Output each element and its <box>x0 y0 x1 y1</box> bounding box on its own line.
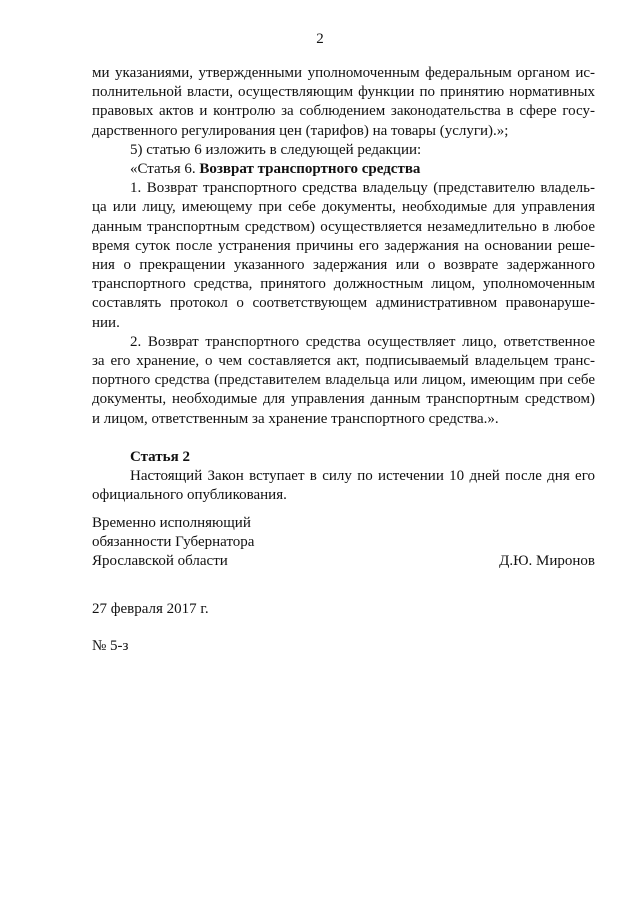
text-line: 2. Возврат транспортного средства осуществляет лицо, ответственное <box>130 333 595 350</box>
text-line: официального опубликования. <box>92 487 287 504</box>
text-line: составлять протокол о соответствующем административном правонаруше- <box>92 295 595 312</box>
text-line: 5) статью 6 изложить в следующей редакции: <box>130 141 422 158</box>
text-line: правовых актов и контролю за соблюдением законодательства в сфере госу- <box>92 103 595 120</box>
text-line: дарственного регулирования цен (тарифов) на товары (услуги).»; <box>92 122 509 139</box>
text-line: время суток после устранения причины его задержания на основании реше- <box>92 237 595 254</box>
article-6-prefix: «Статья 6. <box>130 161 200 178</box>
article-2-heading <box>92 448 595 467</box>
text-line: документы, необходимые для управления данным транспортным средством) <box>92 391 595 408</box>
signature-block <box>92 514 595 572</box>
signatory-name: Д.Ю. Миронов <box>499 553 595 570</box>
signatory-row <box>92 552 595 571</box>
text-line: ца или лицу, имеющему при себе документы, необходимые для управления <box>92 199 595 216</box>
page-number: 2 <box>316 31 324 47</box>
spacer <box>92 429 595 448</box>
document-body <box>92 64 595 505</box>
signatory-title-line-3: Ярославской области <box>92 553 228 570</box>
paragraph-article-2 <box>92 467 595 505</box>
text-line: 1. Возврат транспортного средства владельцу (представителю владель- <box>130 180 595 197</box>
signatory-title-line-1: Временно исполняющий <box>92 515 251 531</box>
text-line: портного средства (представителем владельца или лицом, имеющим при себе <box>92 372 595 389</box>
text-line: ми указаниями, утвержденными уполномоченным федеральным органом ис- <box>92 65 595 81</box>
signing-date: 27 февраля 2017 г. <box>92 601 209 617</box>
text-line: и лицом, ответственным за хранение транспортного средства.». <box>92 410 499 427</box>
article-2-title: Статья 2 <box>130 448 190 465</box>
paragraph-article-6-part-1 <box>92 179 595 333</box>
article-6-title: Возврат транспортного средства <box>199 161 421 178</box>
text-line: Настоящий Закон вступает в силу по истечении 10 дней после дня его <box>130 468 595 485</box>
text-line: за его хранение, о чем составляется акт, подписываемый владельцем транс- <box>92 353 595 370</box>
signatory-title-line-2: обязанности Губернатора <box>92 534 255 551</box>
text-line: нии. <box>92 314 120 331</box>
paragraph-item-5 <box>92 141 595 160</box>
text-line: ния о прекращении указанного задержания или о возврате задержанного <box>92 257 595 274</box>
article-6-heading <box>92 160 595 179</box>
paragraph-continuation <box>92 64 595 141</box>
text-line: данным транспортным средством) осуществляется незамедлительно в любое <box>92 218 595 235</box>
law-number: № 5-з <box>92 638 129 654</box>
paragraph-article-6-part-2 <box>92 333 595 429</box>
text-line: полнительной власти, осуществляющим функции по принятию нормативных <box>92 84 595 101</box>
text-line: транспортного средства, принятого должностным лицом, уполномоченным <box>92 276 595 293</box>
